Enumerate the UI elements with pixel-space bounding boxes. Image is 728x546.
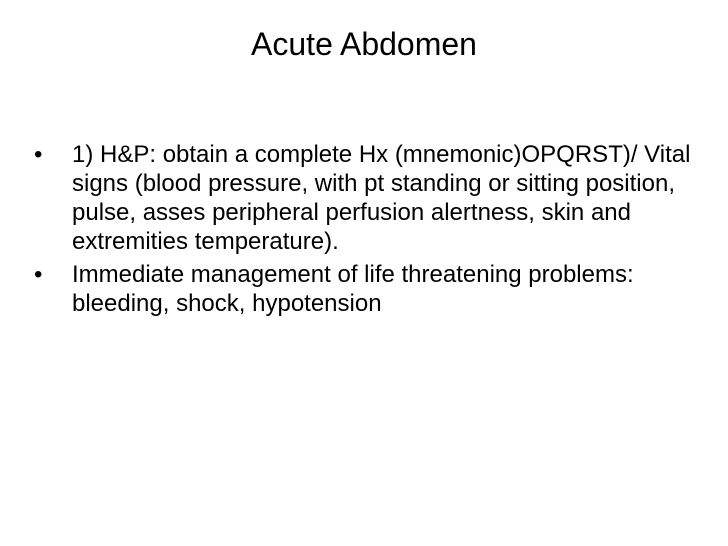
bullet-text: 1) H&P: obtain a complete Hx (mnemonic)OPQRST)/ Vital signs (blood pressure, with pt standing or sitting position, pulse, asses peripheral perfusion alertness, skin and extremities temperature). [72,141,691,255]
bullet-item [34,260,714,318]
bullet-item [34,140,714,256]
bullet-list [34,140,714,318]
bullet-marker: • [34,261,43,288]
bullet-marker: • [34,141,43,168]
slide-title: Acute Abdomen [251,26,477,62]
bullet-text: Immediate management of life threatening problems: bleeding, shock, hypotension [72,261,634,317]
